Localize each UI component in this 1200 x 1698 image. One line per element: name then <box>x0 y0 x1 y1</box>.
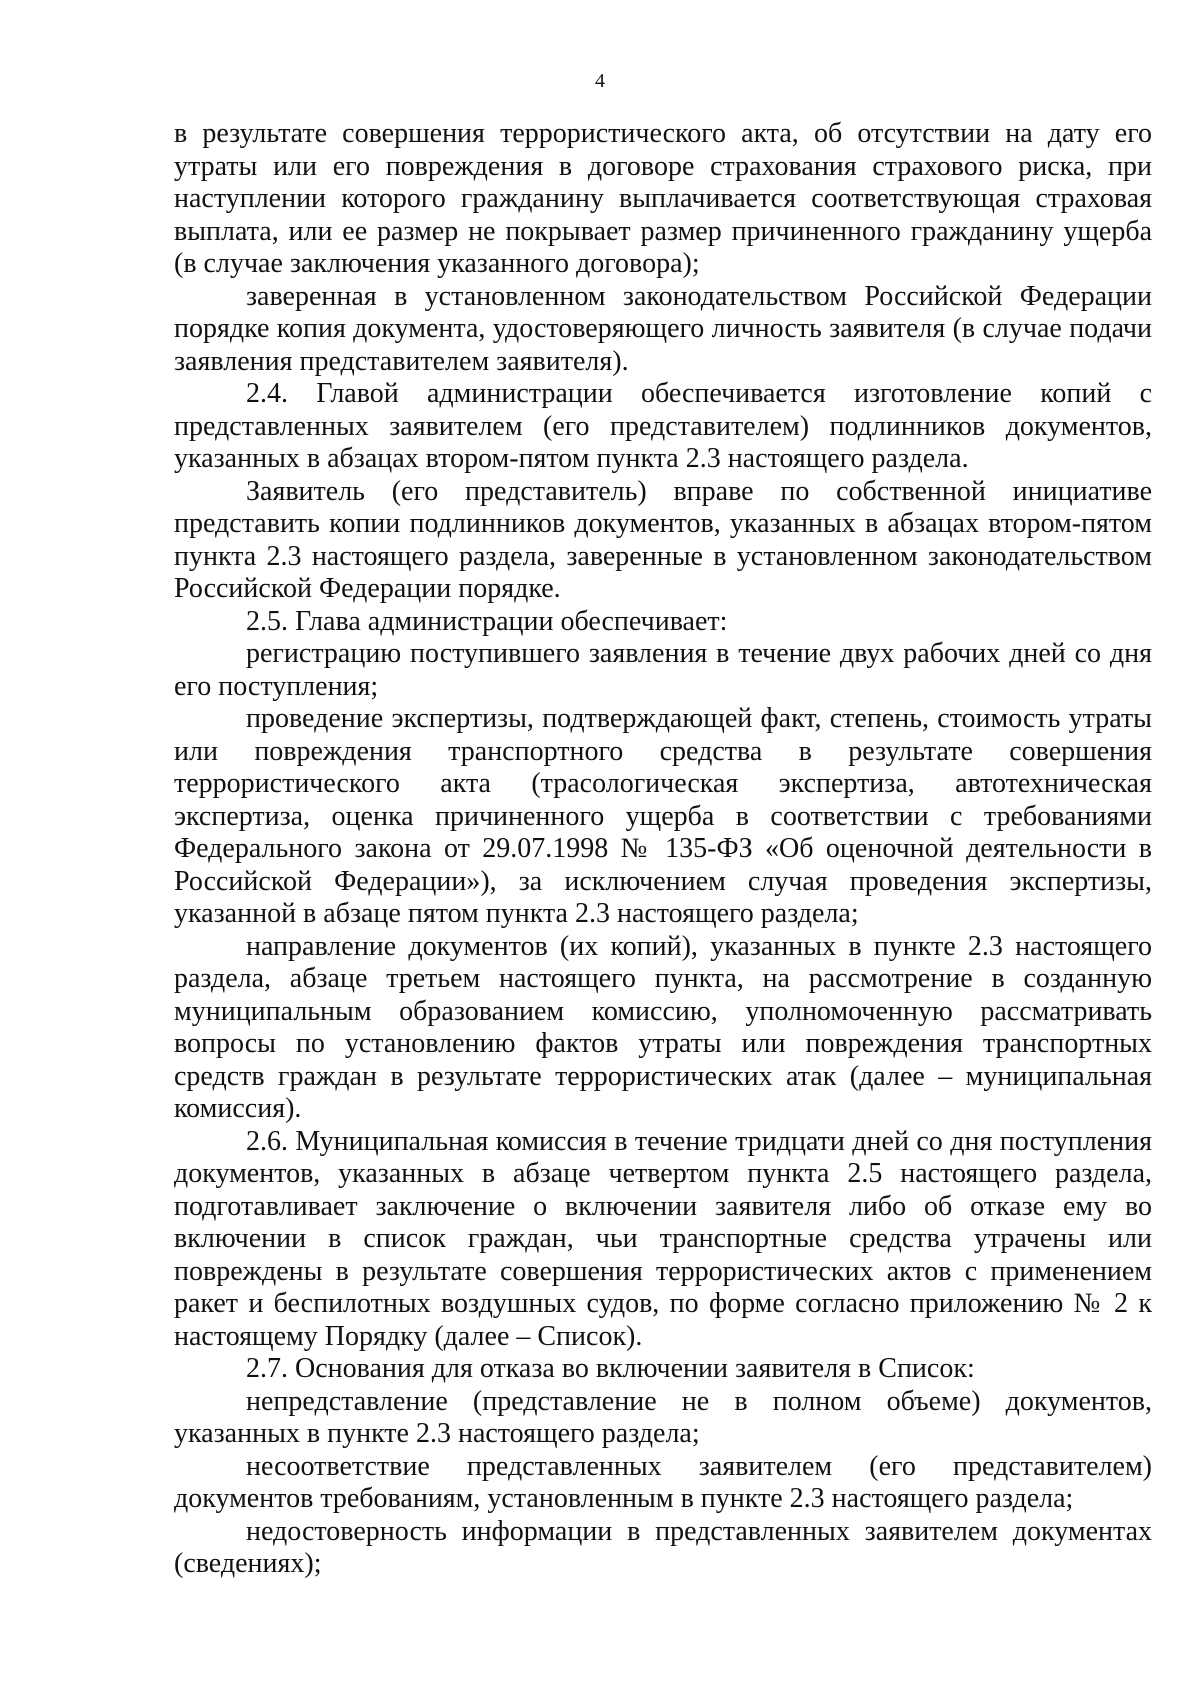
paragraph-section-2-6: 2.6. Муниципальная комиссия в течение тридцати дней со дня поступления документов, указанных в абзаце четвертом пункта 2.5 настоящего раздела, подготавливает заключение о включении заявителя либо об отказе ему во включении в список граждан, чьи транспортные средства утрачены или повреждены в результате совершения террористических актов с применением ракет и беспилотных воздушных судов, по форме согласно приложению № 2 к настоящему Порядку (далее – Список). <box>174 1125 1152 1352</box>
paragraph-section-2-4: 2.4. Главой администрации обеспечивается изготовление копий с представленных заявителем (его представителем) подлинников документов, указанных в абзацах втором-пятом пункта 2.3 настоящего раздела. <box>174 378 1152 474</box>
paragraph-refusal-unreliable: недостоверность информации в представленных заявителем документах (сведениях); <box>174 1515 1152 1579</box>
paragraph-registration: регистрацию поступившего заявления в течение двух рабочих дней со дня его поступления; <box>174 638 1152 702</box>
paragraph-refusal-noncompliance: несоответствие представленных заявителем (его представителем) документов требованиям, установленным в пункте 2.3 настоящего раздела; <box>174 1450 1152 1514</box>
paragraph-identity-document-copy: заверенная в установленном законодательством Российской Федерации порядке копия документа, удостоверяющего личность заявителя (в случае подачи заявления представителем заявителя). <box>174 280 1152 377</box>
paragraph-section-2-5: 2.5. Глава администрации обеспечивает: <box>246 605 728 637</box>
paragraph-document-referral: направление документов (их копий), указанных в пункте 2.3 настоящего раздела, абзаце третьем настоящего пункта, на рассмотрение в созданную муниципальным образованием комиссию, уполномоченную рассматривать вопросы по установлению фактов утраты или повреждения транспортных средств граждан в результате террористических атак (далее – муниципальная комиссия). <box>174 930 1152 1124</box>
document-body <box>174 118 1152 1581</box>
paragraph-insurance-continuation: в результате совершения террористического акта, об отсутствии на дату его утраты или его повреждения в договоре страхования страхового риска, при наступлении которого гражданину выплачивается соответствующая страховая выплата, или ее размер не покрывает размер причиненного гражданину ущерба (в случае заключения указанного договора); <box>174 118 1152 279</box>
paragraph-applicant-copies: Заявитель (его представитель) вправе по собственной инициативе представить копии подлинников документов, указанных в абзацах втором-пятом пункта 2.3 настоящего раздела, заверенные в установленном законодательством Российской Федерации порядке. <box>174 475 1152 604</box>
paragraph-expertise: проведение экспертизы, подтверждающей факт, степень, стоимость утраты или повреждения транспортного средства в результате совершения террористического акта (трасологическая экспертиза, автотехническая экспертиза, оценка причиненного ущерба в соответствии с требованиями Федерального закона от 29.07.1998 № 135-ФЗ «Об оценочной деятельности в Российской Федерации»), за исключением случая проведения экспертизы, указанной в абзаце пятом пункта 2.3 настоящего раздела; <box>174 703 1152 929</box>
page-number: 4 <box>595 70 605 92</box>
paragraph-section-2-7: 2.7. Основания для отказа во включении заявителя в Список: <box>246 1353 975 1384</box>
paragraph-refusal-incomplete: непредставление (представление не в полном объеме) документов, указанных в пункте 2.3 настоящего раздела; <box>174 1385 1152 1449</box>
